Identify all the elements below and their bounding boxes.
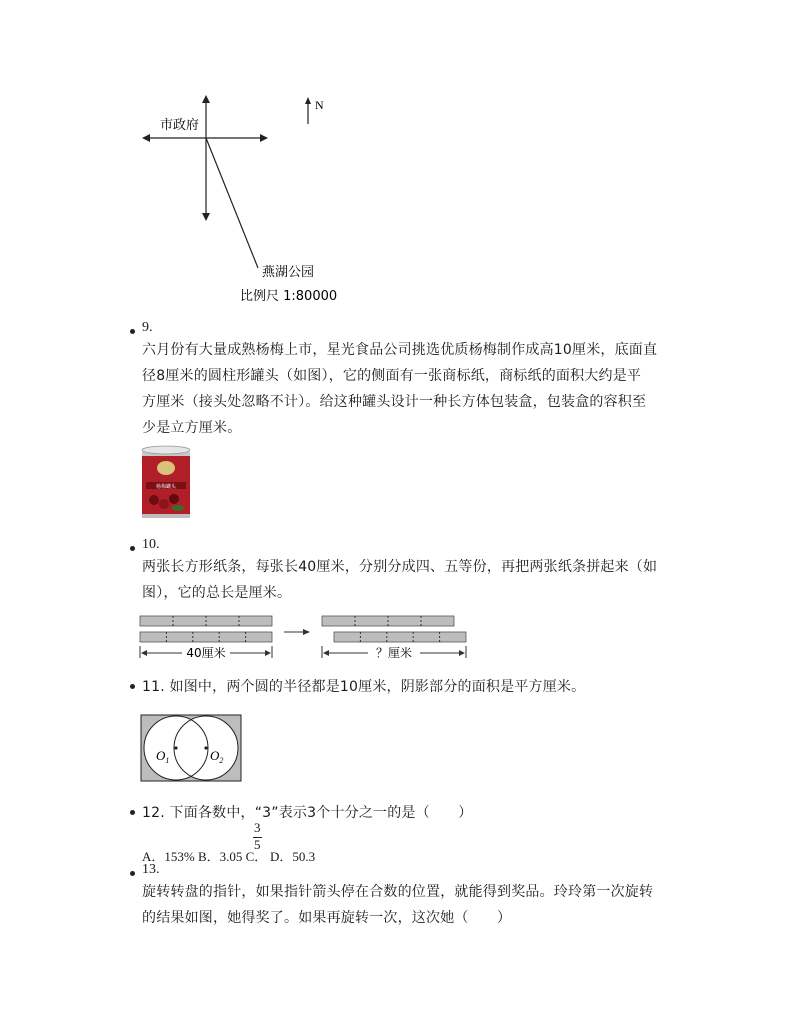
dim-arrowhead (141, 650, 147, 656)
can-image (140, 444, 192, 522)
bayberry-2 (159, 499, 169, 509)
q9-line-3: 方厘米（接头处忽略不计）。给这种罐头设计一种长方体包装盒，包装盒的容积至 (142, 394, 647, 410)
q12-text: 12. 下面各数中，“3”表示3个十分之一的是（ ） (142, 805, 473, 821)
label-o1: $O_1$ (156, 748, 170, 765)
bullet-q12 (130, 810, 135, 815)
can-logo (157, 461, 175, 475)
park-label: 燕湖公园 (262, 265, 315, 280)
q9-number: 9. (142, 320, 153, 335)
center-o2 (204, 746, 207, 749)
q12-options-a-c: A．153% B．3.05 C． (142, 849, 268, 864)
can-lid (142, 446, 190, 454)
q9-line-1: 六月份有大量成熟杨梅上市，星光食品公司挑选优质杨梅制作成高10厘米，底面直 (142, 342, 658, 358)
dim-arrowhead (459, 650, 465, 656)
q10-line-2: 图），它的总长是厘米。 (142, 585, 292, 601)
q10-line-1: 两张长方形纸条，每张长40厘米，分别分成四、五等份，再把两张纸条拼起来（如 (142, 559, 658, 575)
can-label-text: 杨梅罐头 (155, 484, 177, 490)
map-figure (140, 92, 370, 312)
bullet-q13 (130, 871, 135, 876)
center-o1 (174, 746, 177, 749)
path-to-park (206, 138, 258, 268)
q10-body (142, 554, 712, 606)
circles-figure (140, 714, 242, 782)
bullet-q10 (130, 546, 135, 551)
bayberry-1 (149, 495, 159, 505)
can-bottom-rim (142, 514, 190, 518)
q13-number: 13. (142, 862, 160, 877)
north-indicator-arrow (305, 97, 311, 104)
q11-text: 11. 如图中，两个圆的半径都是10厘米，阴影部分的面积是平方厘米。 (142, 679, 586, 695)
q10-number: 10. (142, 537, 160, 552)
west-arrowhead (142, 134, 150, 142)
q9-line-4: 少是立方厘米。 (142, 420, 242, 436)
q13-body (142, 879, 712, 931)
q12-option-d: D．50.3 (270, 849, 316, 864)
east-arrowhead (260, 134, 268, 142)
q13-line-1: 旋转转盘的指针，如果指针箭头停在合数的位置，就能得到奖品。玲玲第一次旋转 (142, 884, 654, 900)
bayberry-3 (169, 494, 179, 504)
north-arrowhead (202, 95, 210, 103)
north-label: N (315, 98, 324, 112)
fraction-numerator: 3 (254, 820, 261, 835)
label-o2: $O_2$ (210, 748, 224, 765)
q12-options (142, 820, 542, 862)
joined-strip-bottom (334, 632, 466, 642)
leaf (172, 505, 184, 511)
q9-body (142, 337, 712, 441)
dim-arrowhead (265, 650, 271, 656)
strip-five-parts (140, 632, 272, 642)
city-hall-label: 市政府 (160, 118, 200, 133)
right-dimension-label: ？厘米 (375, 646, 413, 660)
south-arrowhead (202, 213, 210, 221)
transform-arrowhead (303, 629, 310, 635)
bullet-q9 (130, 329, 135, 334)
bullet-q11 (130, 684, 135, 689)
left-dimension-label: 40厘米 (186, 646, 226, 660)
fraction-denominator: 5 (254, 837, 261, 852)
q9-line-2: 径8厘米的圆柱形罐头（如图），它的侧面有一张商标纸，商标纸的面积大约是平 (142, 368, 642, 384)
q13-line-2: 的结果如图，她得奖了。如果再旋转一次，这次她（ ） (142, 910, 512, 926)
scale-label: 比例尺 1:80000 (240, 289, 338, 304)
dim-arrowhead (323, 650, 329, 656)
paper-strips-figure (138, 612, 470, 664)
